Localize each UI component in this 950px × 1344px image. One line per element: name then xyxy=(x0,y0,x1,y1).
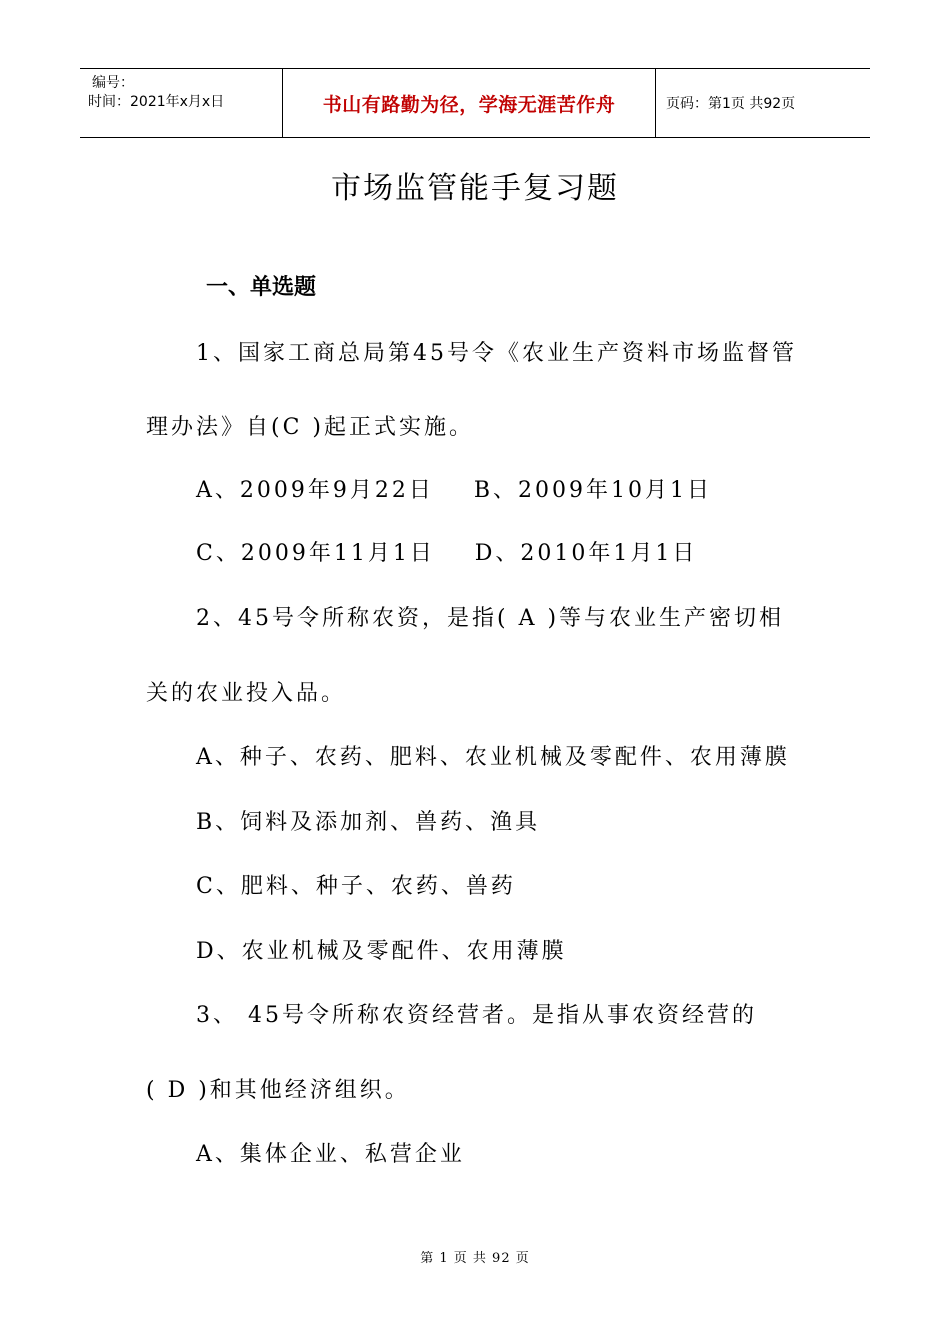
motto-text: 书山有路勤为径，学海无涯苦作舟 xyxy=(322,93,616,116)
question-2-line-2: 关的农业投入品。 xyxy=(146,681,347,706)
time-label: 时间：2021年x月x日 xyxy=(88,94,225,110)
header-table xyxy=(80,68,870,138)
question-1-options-cd: C、2009年11月1日 D、2010年1月1日 xyxy=(196,541,698,566)
header-left-cell xyxy=(80,69,283,137)
question-2-option-c: C、肥料、种子、农药、兽药 xyxy=(196,874,516,899)
header-middle-cell xyxy=(283,69,656,137)
question-2-option-b: B、饲料及添加剂、兽药、渔具 xyxy=(196,810,541,835)
header-right-cell xyxy=(656,69,870,137)
number-label: 编号： xyxy=(92,75,134,91)
question-3-line-2: ( D )和其他经济组织。 xyxy=(146,1078,410,1103)
page-footer: 第 1 页 共 92 页 xyxy=(420,1251,530,1266)
question-1-line-2: 理办法》自(C )起正式实施。 xyxy=(146,415,474,440)
section-heading: 一、单选题 xyxy=(206,275,317,300)
question-1-line-1: 1、国家工商总局第45号令《农业生产资料市场监督管 xyxy=(196,341,797,366)
question-3-option-a: A、集体企业、私营企业 xyxy=(196,1142,465,1167)
question-2-option-d: D、农业机械及零配件、农用薄膜 xyxy=(196,939,567,964)
document-title: 市场监管能手复习题 xyxy=(331,171,619,206)
question-1-options-ab: A、2009年9月22日 B、2009年10月1日 xyxy=(196,478,712,503)
question-2-option-a: A、种子、农药、肥料、农业机械及零配件、农用薄膜 xyxy=(196,745,790,770)
page-info: 页码：第1页 共92页 xyxy=(666,96,796,112)
question-2-line-1: 2、45号令所称农资，是指( A )等与农业生产密切相 xyxy=(196,606,785,631)
question-3-line-1: 3、 45号令所称农资经营者。是指从事农资经营的 xyxy=(196,1003,757,1028)
